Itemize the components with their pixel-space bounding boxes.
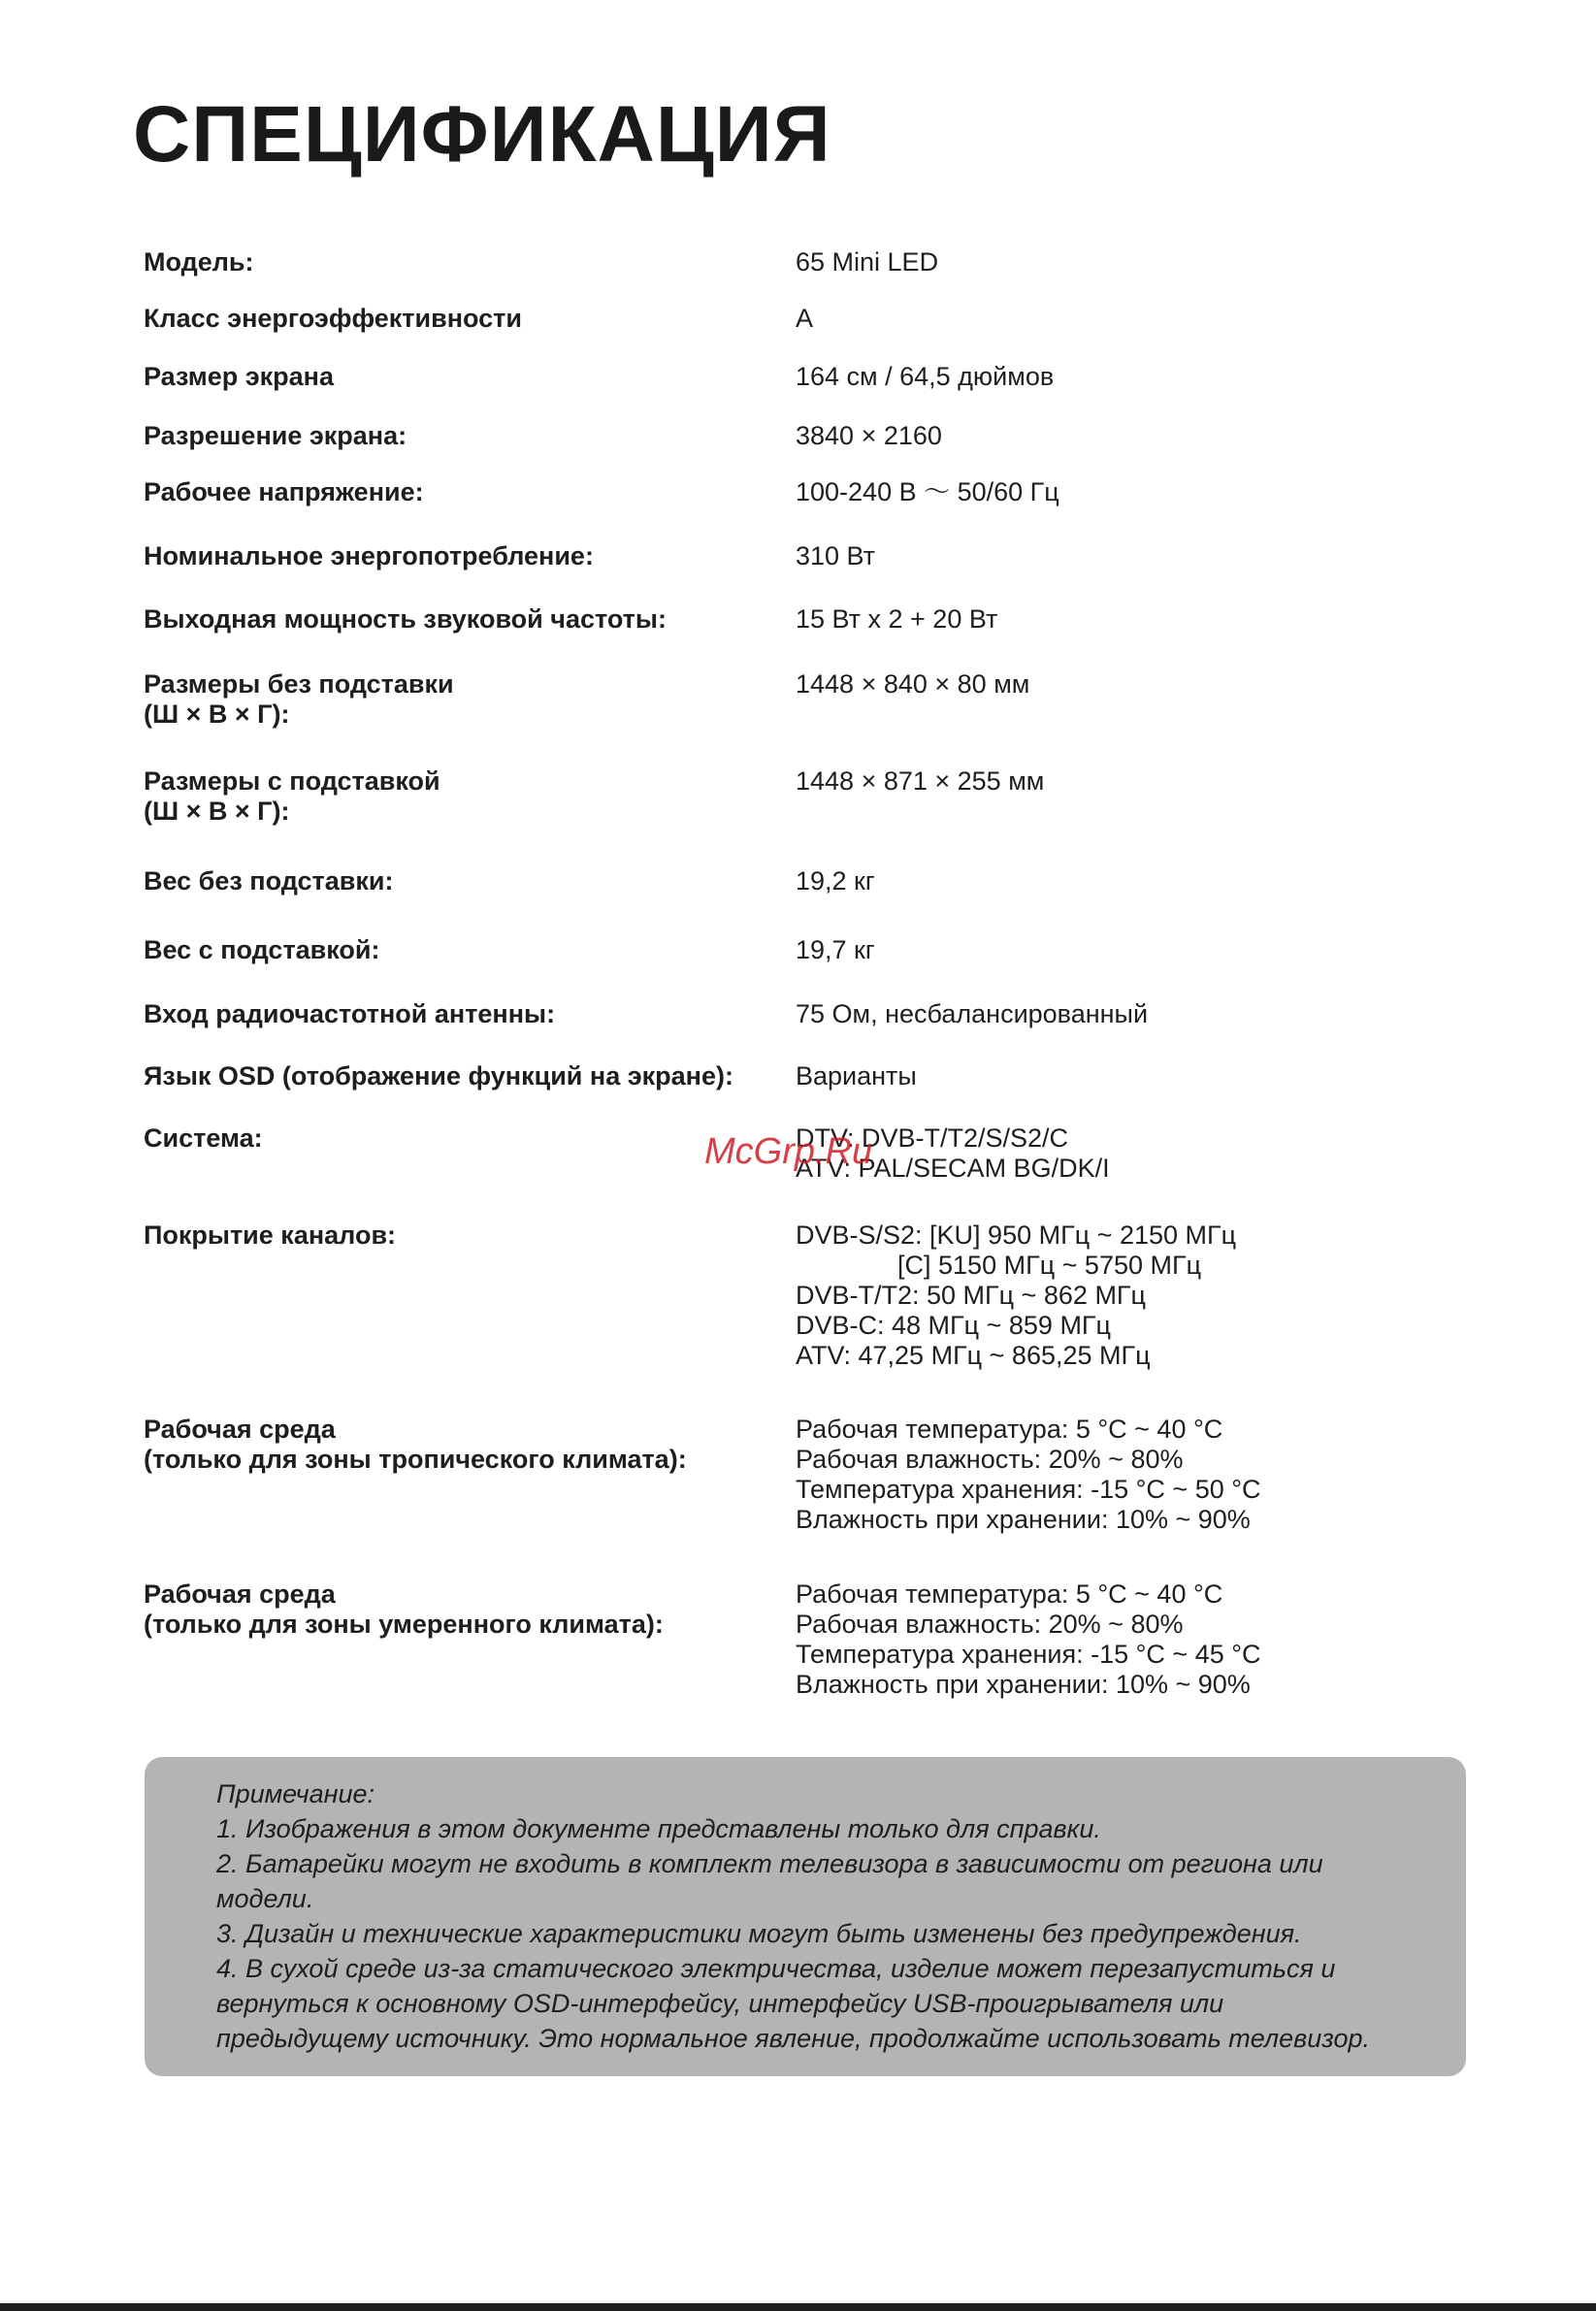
spec-value-line: Рабочая температура: 5 °C ~ 40 °C <box>796 1579 1223 1609</box>
spec-value-line: DTV: DVB-T/T2/S/S2/C <box>796 1123 1069 1153</box>
spec-label-line: (Ш × В × Г): <box>144 797 290 826</box>
spec-value <box>796 1221 1236 1371</box>
spec-value-line: 75 Ом, несбалансированный <box>796 999 1149 1028</box>
spec-value <box>796 1415 1261 1535</box>
spec-label-line: Язык OSD (отображение функций на экране): <box>144 1061 733 1090</box>
spec-label <box>144 1579 765 1640</box>
spec-value-line: [C] 5150 МГц ~ 5750 МГц <box>796 1251 1202 1280</box>
spec-value <box>796 541 875 571</box>
note-line: 2. Батарейки могут не входить в комплект телевизора в зависимости от региона или <box>216 1849 1323 1878</box>
spec-label-line: (Ш × В × Г): <box>144 700 290 729</box>
spec-value-line: 19,7 кг <box>796 935 875 964</box>
spec-label-line: Вес без подставки: <box>144 866 394 895</box>
spec-label-line: Вес с подставкой: <box>144 935 380 964</box>
spec-value-line: A <box>796 304 814 333</box>
spec-label <box>144 604 765 635</box>
spec-value <box>796 866 875 896</box>
spec-label <box>144 1415 765 1475</box>
note-line: предыдущему источнику. Это нормальное явление, продолжайте использовать телевизор. <box>216 2024 1371 2053</box>
spec-label-line: Размер экрана <box>144 362 334 391</box>
spec-value-line: Температура хранения: -15 °C ~ 45 °C <box>796 1640 1261 1669</box>
spec-label-line: Покрытие каналов: <box>144 1221 397 1250</box>
spec-label-line: Размеры без подставки <box>144 669 454 699</box>
spec-label <box>144 421 765 451</box>
note-line: 1. Изображения в этом документе представлены только для справки. <box>216 1814 1101 1843</box>
spec-value-line: DVB-T/T2: 50 МГц ~ 862 МГц <box>796 1281 1147 1310</box>
spec-label <box>144 1061 765 1091</box>
spec-value <box>796 766 1044 797</box>
spec-value-line: 100-240 В ～ 50/60 Гц <box>796 477 1059 506</box>
spec-label-line: Система: <box>144 1123 263 1153</box>
spec-label-line: Размеры с подставкой <box>144 766 440 796</box>
spec-label <box>144 766 765 827</box>
spec-value-line: Влажность при хранении: 10% ~ 90% <box>796 1505 1251 1534</box>
spec-label-line: Вход радиочастотной антенны: <box>144 999 556 1028</box>
spec-value <box>796 477 1059 507</box>
spec-value-line: 164 см / 64,5 дюймов <box>796 362 1055 391</box>
spec-label <box>144 247 765 277</box>
bottom-rule <box>0 2303 1596 2311</box>
spec-label-line: (только для зоны тропического климата): <box>144 1445 687 1474</box>
spec-value-line: Рабочая температура: 5 °C ~ 40 °C <box>796 1415 1223 1444</box>
spec-value-line: ATV: PAL/SECAM BG/DK/I <box>796 1154 1110 1183</box>
note-text <box>216 1776 1429 2056</box>
spec-value-line: DVB-C: 48 МГц ~ 859 МГц <box>796 1311 1112 1340</box>
spec-value <box>796 999 1148 1029</box>
spec-label <box>144 477 765 507</box>
spec-value-line: ATV: 47,25 МГц ~ 865,25 МГц <box>796 1341 1151 1370</box>
spec-value <box>796 362 1054 392</box>
spec-label-line: Разрешение экрана: <box>144 421 407 450</box>
note-line: модели. <box>216 1884 314 1913</box>
spec-label <box>144 1123 765 1154</box>
spec-value-line: Влажность при хранении: 10% ~ 90% <box>796 1670 1251 1699</box>
spec-value <box>796 935 875 965</box>
spec-label <box>144 1221 765 1251</box>
spec-value-line: 15 Вт х 2 + 20 Вт <box>796 604 998 634</box>
watermark: McGrp.Ru <box>704 1131 873 1172</box>
spec-value-line: 310 Вт <box>796 541 876 570</box>
spec-value-line: Температура хранения: -15 °C ~ 50 °C <box>796 1475 1261 1504</box>
spec-value-line: 3840 × 2160 <box>796 421 942 450</box>
spec-label-line: Класс энергоэффективности <box>144 304 522 333</box>
spec-label-line: Рабочая среда <box>144 1415 336 1444</box>
spec-label <box>144 304 765 334</box>
spec-label <box>144 669 765 730</box>
spec-label-line: Выходная мощность звуковой частоты: <box>144 604 667 634</box>
spec-value <box>796 604 997 635</box>
spec-label-line: Номинальное энергопотребление: <box>144 541 594 570</box>
spec-value-line: Варианты <box>796 1061 917 1090</box>
spec-value-line: 65 Mini LED <box>796 247 939 277</box>
spec-value <box>796 304 813 334</box>
spec-label <box>144 866 765 896</box>
spec-label-line: Рабочее напряжение: <box>144 477 424 506</box>
spec-label <box>144 999 765 1029</box>
spec-label <box>144 935 765 965</box>
spec-value <box>796 1061 917 1091</box>
spec-value-line: Рабочая влажность: 20% ~ 80% <box>796 1445 1184 1474</box>
spec-value <box>796 669 1029 700</box>
spec-value-line: 1448 × 871 × 255 мм <box>796 766 1045 796</box>
spec-label-line: (только для зоны умеренного климата): <box>144 1610 664 1639</box>
spec-label-line: Рабочая среда <box>144 1579 336 1609</box>
spec-value <box>796 1579 1261 1700</box>
spec-value-line: DVB-S/S2: [KU] 950 МГц ~ 2150 МГц <box>796 1221 1237 1250</box>
note-heading: Примечание: <box>216 1779 375 1808</box>
spec-value-line: 1448 × 840 × 80 мм <box>796 669 1030 699</box>
spec-value <box>796 421 942 451</box>
spec-label <box>144 541 765 571</box>
note-box <box>145 1757 1466 2076</box>
spec-label <box>144 362 765 392</box>
page-title: СПЕЦИФИКАЦИЯ <box>133 90 831 179</box>
note-line: вернуться к основному OSD-интерфейсу, интерфейсу USB-проигрывателя или <box>216 1989 1224 2018</box>
spec-value <box>796 247 938 277</box>
spec-label-line: Модель: <box>144 247 254 277</box>
spec-value-line: Рабочая влажность: 20% ~ 80% <box>796 1610 1184 1639</box>
note-line: 4. В сухой среде из-за статического электричества, изделие может перезапуститься и <box>216 1954 1336 1983</box>
spec-value-line: 19,2 кг <box>796 866 875 895</box>
note-line: 3. Дизайн и технические характеристики могут быть изменены без предупреждения. <box>216 1919 1302 1948</box>
